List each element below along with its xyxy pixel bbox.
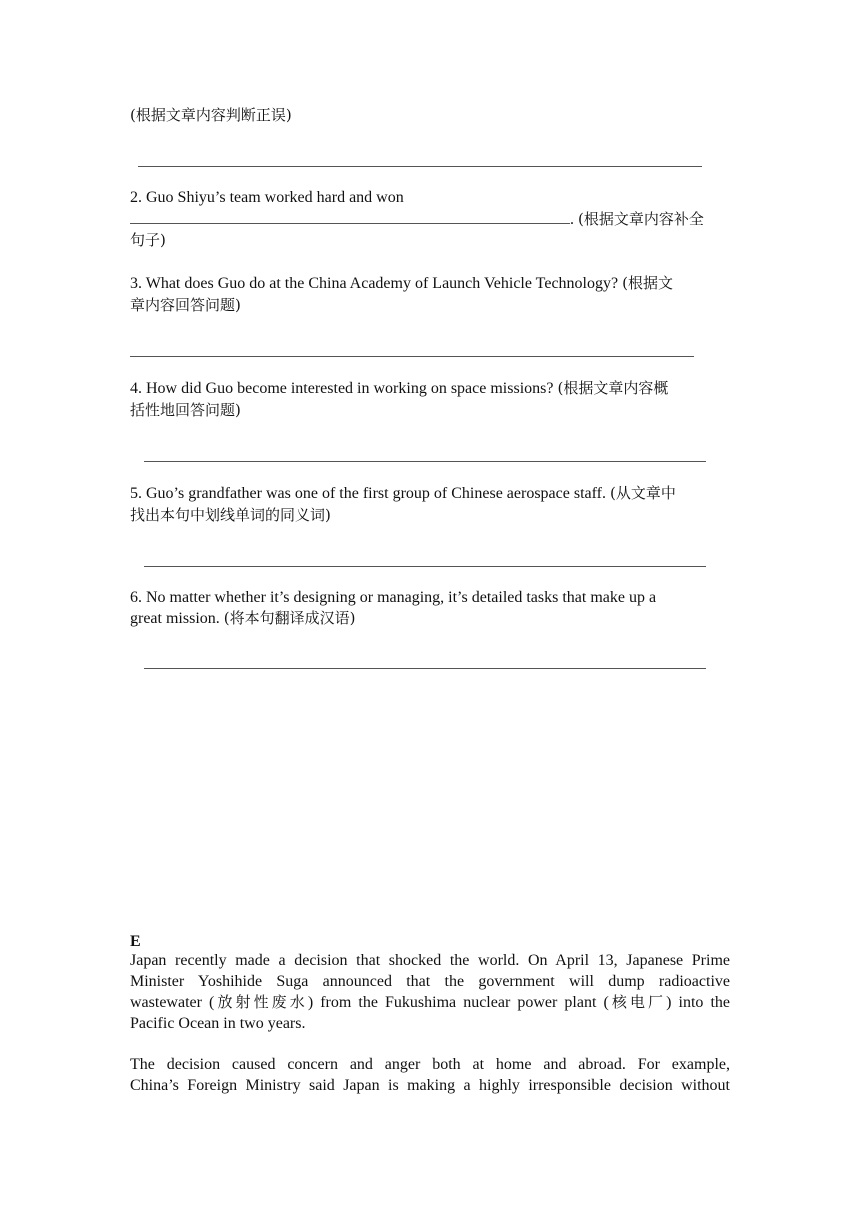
p1-l3-part-b: ) from the Fukushima nuclear power plant (	[307, 994, 609, 1011]
q6-instruction: (将本句翻译成汉语)	[223, 609, 356, 627]
passage-e-paragraph-2	[130, 1054, 730, 1096]
answer-line-q1[interactable]	[138, 166, 702, 167]
q3-instruction-b: 章内容回答问题)	[130, 296, 241, 314]
q5-instruction-a: (从文章中	[610, 484, 676, 502]
q4-instruction-a: (根据文章内容概	[557, 379, 669, 397]
passage-e-p2-line1: The decision caused concern and anger both at home and abroad. For example,	[130, 1056, 730, 1073]
q1-instruction: (根据文章内容判断正误)	[130, 106, 292, 124]
answer-line-q6[interactable]	[144, 668, 706, 669]
q4-instruction-b: 括性地回答问题)	[130, 401, 241, 419]
passage-e-p1-line1: Japan recently made a decision that shocked the world. On April 13, Japanese Prime	[130, 952, 730, 969]
p1-l3-cjk-2: 核电厂	[608, 993, 667, 1011]
answer-blank-q2[interactable]	[130, 208, 570, 224]
answer-line-q3[interactable]	[130, 356, 694, 357]
q3-text: 3. What does Guo do at the China Academy of Launch Vehicle Technology?	[130, 275, 623, 292]
answer-line-q4[interactable]	[144, 461, 706, 462]
q5-instruction-b: 找出本句中划线单词的同义词)	[130, 506, 331, 524]
q6-prompt-line1: 6. No matter whether it’s designing or managing, it’s detailed tasks that make up a	[130, 589, 657, 606]
q5-text: 5. Guo’s grandfather was one of the first group of Chinese aerospace staff.	[130, 485, 610, 502]
q2-prompt: 2. Guo Shiyu’s team worked hard and won	[130, 189, 404, 206]
p1-l3-part-c: ) into the	[666, 994, 731, 1011]
q4-prompt	[130, 378, 668, 399]
answer-line-q5[interactable]	[144, 566, 706, 567]
q2-instruction-a: (根据文章内容补全	[578, 210, 704, 228]
p1-l3-cjk-1: 放射性废水	[214, 993, 308, 1011]
passage-e-paragraph-1	[130, 950, 730, 1034]
passage-e-p1-line2: Minister Yoshihide Suga announced that the government will dump radioactive	[130, 973, 730, 990]
q2-instruction-b: 句子)	[130, 231, 166, 249]
q3-prompt	[130, 273, 673, 294]
q4-text: 4. How did Guo become interested in working on space missions?	[130, 380, 558, 397]
q2-blank-row	[130, 208, 704, 230]
q5-prompt	[130, 483, 676, 504]
q6-prompt-line2	[130, 608, 355, 629]
p1-l3-part-a: wastewater (	[130, 994, 215, 1011]
passage-e-heading: E	[130, 933, 141, 950]
passage-e-p1-line3	[130, 992, 730, 1013]
q6-line2-text: great mission.	[130, 610, 224, 627]
passage-e-p1-line4: Pacific Ocean in two years.	[130, 1015, 306, 1032]
q3-instruction-a: (根据文	[622, 274, 673, 292]
q2-blank-suffix: .	[570, 211, 578, 228]
passage-e-p2-line2: China’s Foreign Ministry said Japan is making a highly irresponsible decision without	[130, 1077, 730, 1094]
